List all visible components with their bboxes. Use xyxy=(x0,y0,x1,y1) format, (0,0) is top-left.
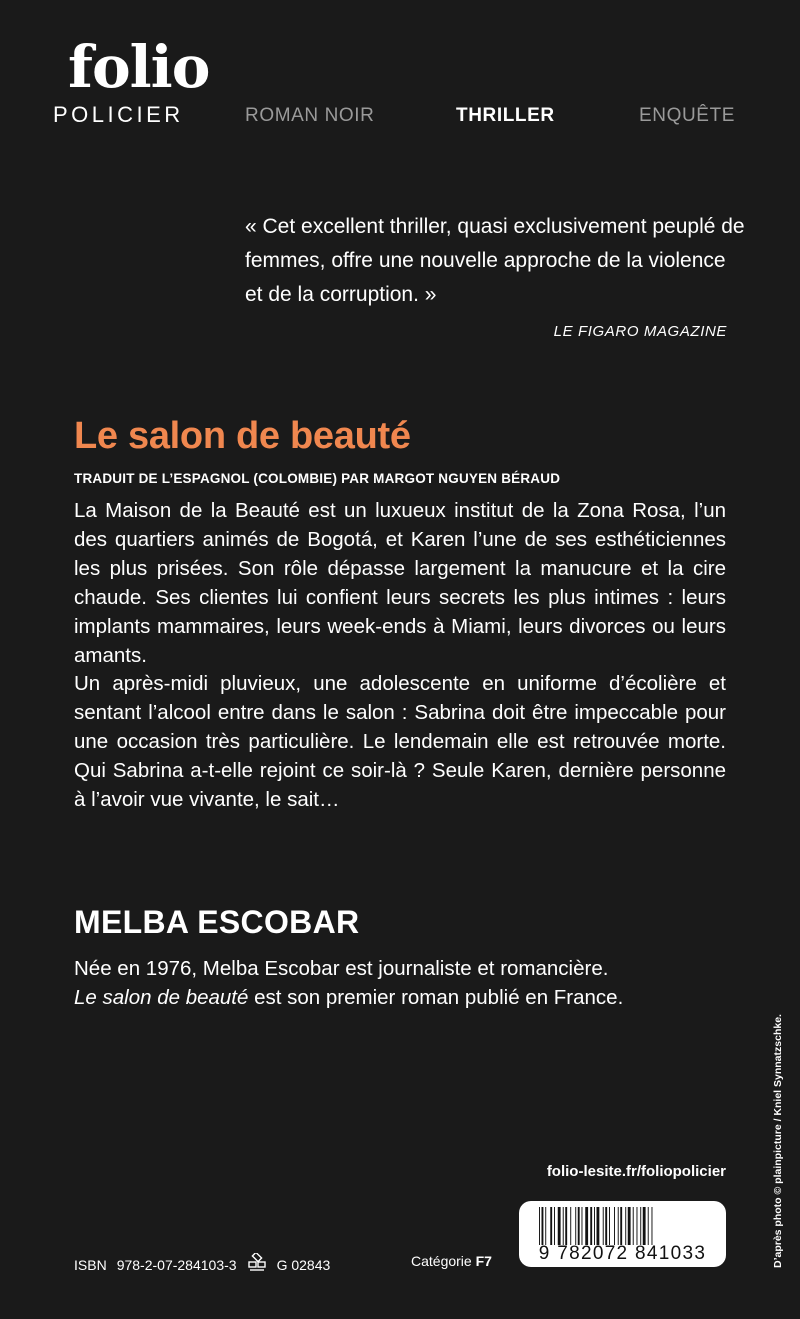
synopsis-paragraph: Un après-midi pluvieux, une adolescente en uniforme d’écolière et sentant l’alcool entre dans le salon : Sabrina doit être impeccable pour une occasion très particulière. Le lendemain elle est retrouvée morte. Qui Sabrina a-t-elle rejoint ce soir-là ? Seule Karen, dernière personne à l’avoir vue vivante, le sait… xyxy=(74,672,726,812)
recycle-icon xyxy=(247,1253,267,1276)
isbn-row xyxy=(74,1253,330,1276)
genre-enquete: ENQUÊTE xyxy=(639,105,736,126)
bio-book-title: Le salon de beauté xyxy=(74,986,249,1009)
book-title: Le salon de beauté xyxy=(74,415,411,457)
genre-thriller-active: THRILLER xyxy=(456,105,555,126)
synopsis xyxy=(74,497,726,815)
product-code: G 02843 xyxy=(276,1256,331,1273)
website-url: folio-lesite.fr/foliopolicier xyxy=(546,1163,726,1180)
author-bio-line xyxy=(74,983,726,1012)
policier-logo-label: POLICIER xyxy=(53,102,184,127)
genre-roman-noir: ROMAN NOIR xyxy=(245,105,375,126)
synopsis-paragraph: La Maison de la Beauté est un luxueux institut de la Zona Rosa, l’un des quartiers animés de Bogotá, et Karen l’une de ses esthéticiennes les plus prisées. Son rôle dépasse largement la manucure et la cire chaude. Ses clientes lui confient leurs secrets les plus intimes : leurs implants mammaires, leurs week-ends à Miami, leurs divorces ou leurs amants. xyxy=(74,499,726,667)
quote-source: LE FIGARO MAGAZINE xyxy=(553,323,727,340)
author-bio-line: Née en 1976, Melba Escobar est journaliste et romancière. xyxy=(74,957,609,980)
category-label: Catégorie xyxy=(411,1253,472,1269)
author-name: MELBA ESCOBAR xyxy=(74,904,360,940)
isbn-label: ISBN xyxy=(74,1256,107,1273)
bio-rest: est son premier roman publié en France. xyxy=(248,986,624,1009)
barcode xyxy=(519,1201,726,1267)
translator-credit: TRADUIT DE L’ESPAGNOL (COLOMBIE) PAR MARGOT NGUYEN BÉRAUD xyxy=(74,471,561,486)
press-quote: « Cet excellent thriller, quasi exclusivement peuplé de femmes, offre une nouvelle approche de la violence et de la corruption. » xyxy=(245,215,745,306)
category xyxy=(411,1253,492,1269)
folio-logo: folio xyxy=(68,33,210,101)
isbn-value: 978-2-07-284103-3 xyxy=(116,1256,237,1273)
photo-credit: D’après photo © plainpicture / Kniel Synnatzschke. xyxy=(772,1014,784,1268)
author-bio xyxy=(74,954,726,1012)
barcode-digits: 9 782072 841033 xyxy=(538,1243,707,1264)
category-value: F7 xyxy=(475,1253,492,1269)
barcode-bars xyxy=(539,1207,709,1245)
